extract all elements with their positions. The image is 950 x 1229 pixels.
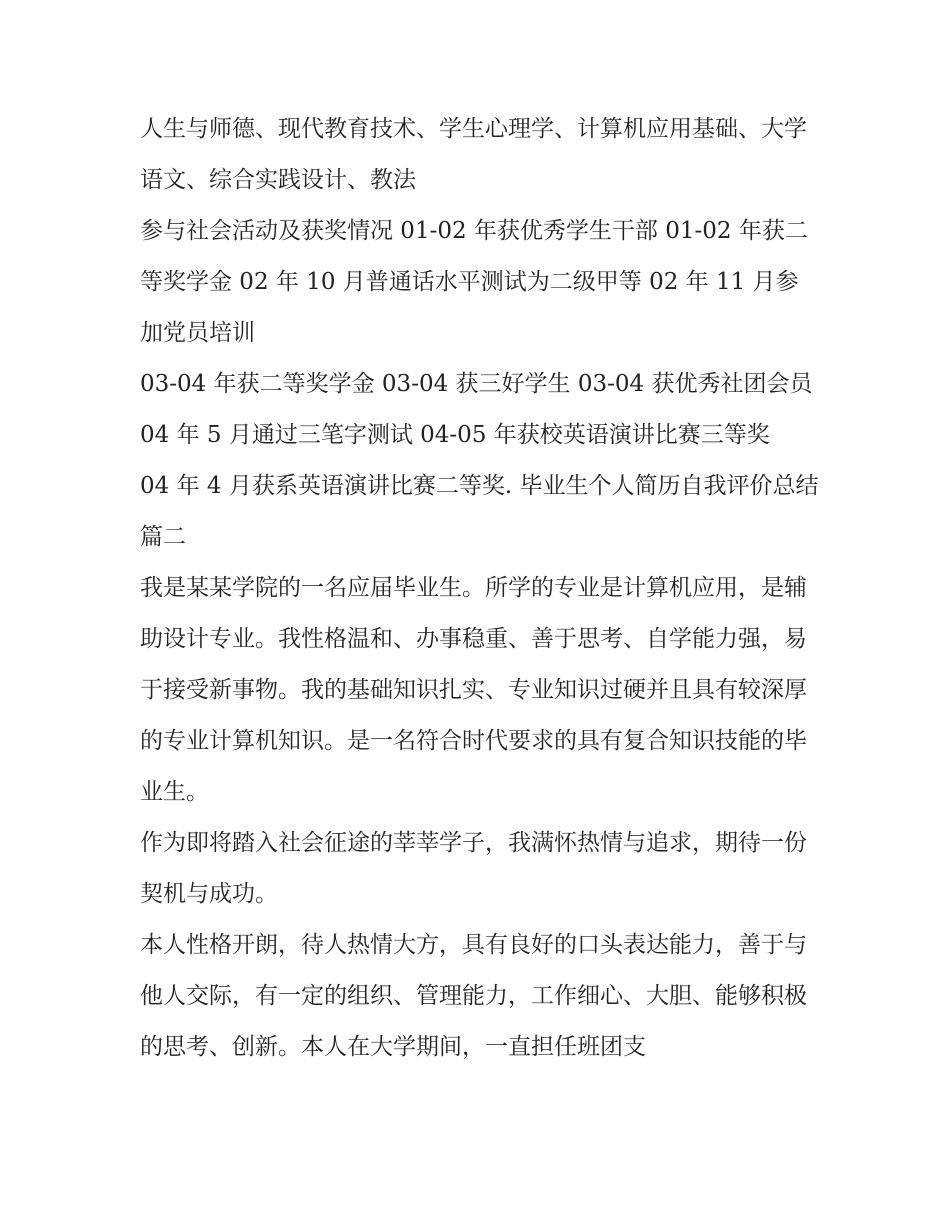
- paragraph-self-introduction: 我是某某学院的一名应届毕业生。所学的专业是计算机应用，是辅助设计专业。我性格温和、办事稳重、善于思考、自学能力强，易于接受新事物。我的基础知识扎实、专业知识过硬并且具有较深厚的专业计算机知识。是一名符合时代要求的具有复合知识技能的毕业生。: [140, 575, 807, 805]
- paragraph-courses: 人生与师德、现代教育技术、学生心理学、计算机应用基础、大学语文、综合实践设计、教法: [140, 116, 807, 193]
- paragraph-section-heading: 04 年 4 月获系英语演讲比赛二等奖. 毕业生个人简历自我评价总结篇二: [140, 473, 819, 550]
- paragraph-awards-2003-2005: 03-04 年获二等奖学金 03-04 获三好学生 03-04 获优秀社团会员 04 年 5 月通过三笔字测试 04-05 年获校英语演讲比赛三等奖: [140, 371, 813, 448]
- paragraph-personality: 本人性格开朗，待人热情大方，具有良好的口头表达能力，善于与他人交际，有一定的组织、管理能力，工作细心、大胆、能够积极的思考、创新。本人在大学期间，一直担任班团支: [140, 932, 807, 1060]
- paragraph-activities-awards: 参与社会活动及获奖情况 01-02 年获优秀学生干部 01-02 年获二等奖学金 02 年 10 月普通话水平测试为二级甲等 02 年 11 月参加党员培训: [140, 218, 808, 346]
- paragraph-aspiration: 作为即将踏入社会征途的莘莘学子，我满怀热情与追求，期待一份契机与成功。: [140, 830, 807, 907]
- document-body: [140, 104, 820, 1073]
